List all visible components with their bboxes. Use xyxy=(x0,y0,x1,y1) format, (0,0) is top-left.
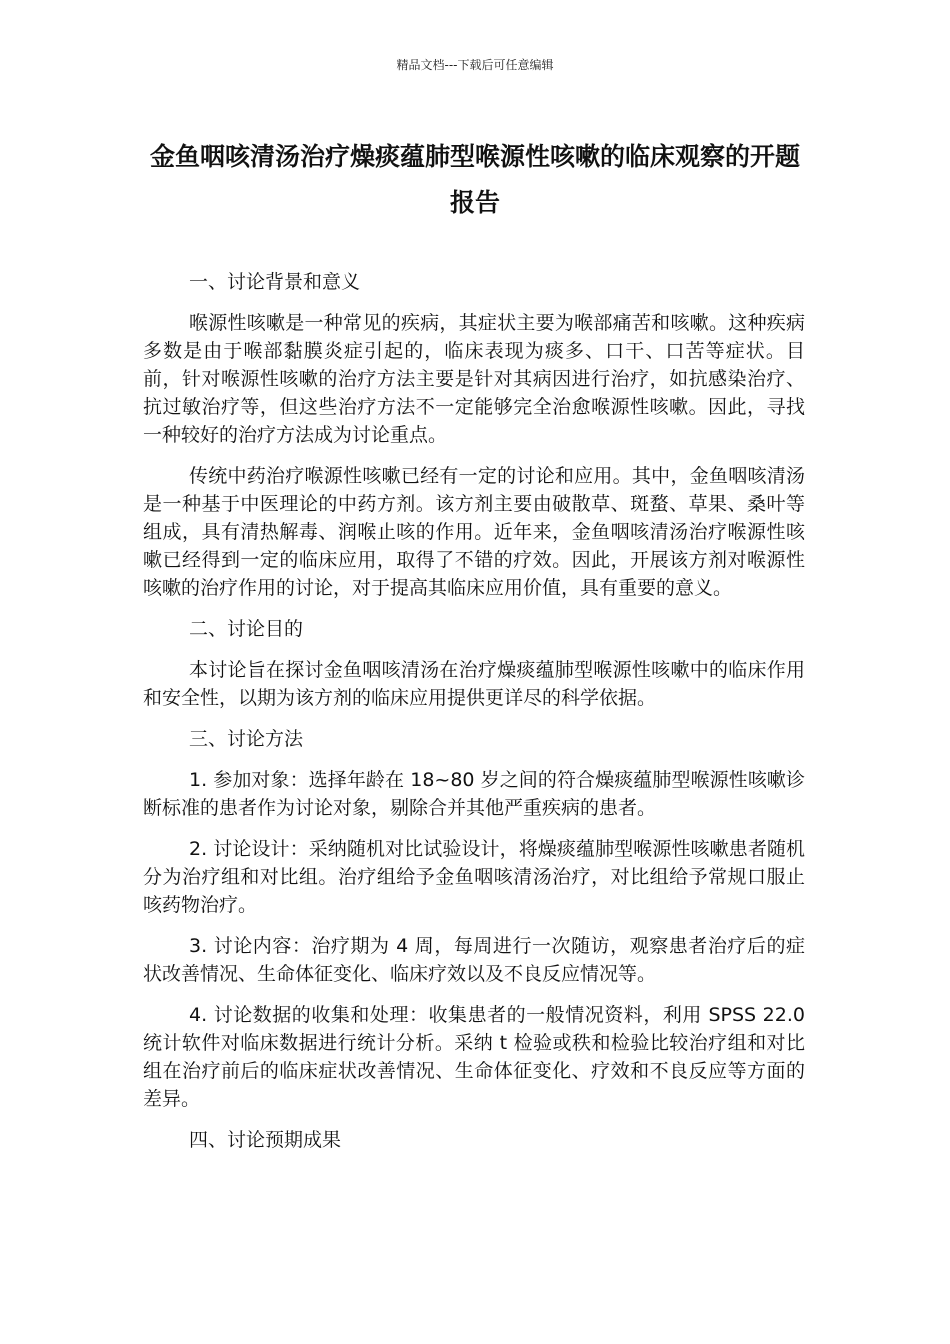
section-heading: 一、讨论背景和意义 xyxy=(189,271,361,293)
body-paragraph: 4. 讨论数据的收集和处理：收集患者的一般情况资料，利用 SPSS 22.0 统计软件对临床数据进行统计分析。采纳 t 检验或秩和检验比较治疗组和对比组在治疗前后的临床症状改善情况、生命体征变化、疗效和不良反应等方面的差异。 xyxy=(143,1004,805,1110)
section-background xyxy=(143,268,805,602)
body-paragraph: 本讨论旨在探讨金鱼咽咳清汤在治疗燥痰蕴肺型喉源性咳嗽中的临床作用和安全性，以期为该方剂的临床应用提供更详尽的科学依据。 xyxy=(143,659,805,709)
document-body xyxy=(143,268,805,1167)
body-paragraph: 1. 参加对象：选择年龄在 18~80 岁之间的符合燥痰蕴肺型喉源性咳嗽诊断标准的患者作为讨论对象，剔除合并其他严重疾病的患者。 xyxy=(143,769,805,819)
section-heading: 四、讨论预期成果 xyxy=(189,1129,342,1151)
body-paragraph: 2. 讨论设计：采纳随机对比试验设计，将燥痰蕴肺型喉源性咳嗽患者随机分为治疗组和对比组。治疗组给予金鱼咽咳清汤治疗，对比组给予常规口服止咳药物治疗。 xyxy=(143,838,805,916)
body-paragraph: 3. 讨论内容：治疗期为 4 周，每周进行一次随访，观察患者治疗后的症状改善情况、生命体征变化、临床疗效以及不良反应情况等。 xyxy=(143,935,805,985)
section-heading: 二、讨论目的 xyxy=(189,618,304,640)
page-header-note: 精品文档---下载后可任意编辑 xyxy=(396,58,554,72)
body-paragraph: 喉源性咳嗽是一种常见的疾病，其症状主要为喉部痛苦和咳嗽。这种疾病多数是由于喉部黏膜炎症引起的，临床表现为痰多、口干、口苦等症状。目前，针对喉源性咳嗽的治疗方法主要是针对其病因进行治疗，如抗感染治疗、抗过敏治疗等，但这些治疗方法不一定能够完全治愈喉源性咳嗽。因此，寻找一种较好的治疗方法成为讨论重点。 xyxy=(143,312,805,446)
section-expected-results xyxy=(143,1126,805,1154)
section-methods xyxy=(143,725,805,1113)
document-title: 金鱼咽咳清汤治疗燥痰蕴肺型喉源性咳嗽的临床观察的开题报告 xyxy=(149,142,800,217)
body-paragraph: 传统中药治疗喉源性咳嗽已经有一定的讨论和应用。其中，金鱼咽咳清汤是一种基于中医理论的中药方剂。该方剂主要由破散草、斑蝥、草果、桑叶等组成，具有清热解毒、润喉止咳的作用。近年来，金鱼咽咳清汤治疗喉源性咳嗽已经得到一定的临床应用，取得了不错的疗效。因此，开展该方剂对喉源性咳嗽的治疗作用的讨论，对于提高其临床应用价值，具有重要的意义。 xyxy=(143,465,805,599)
section-heading: 三、讨论方法 xyxy=(189,728,304,750)
section-purpose xyxy=(143,615,805,712)
